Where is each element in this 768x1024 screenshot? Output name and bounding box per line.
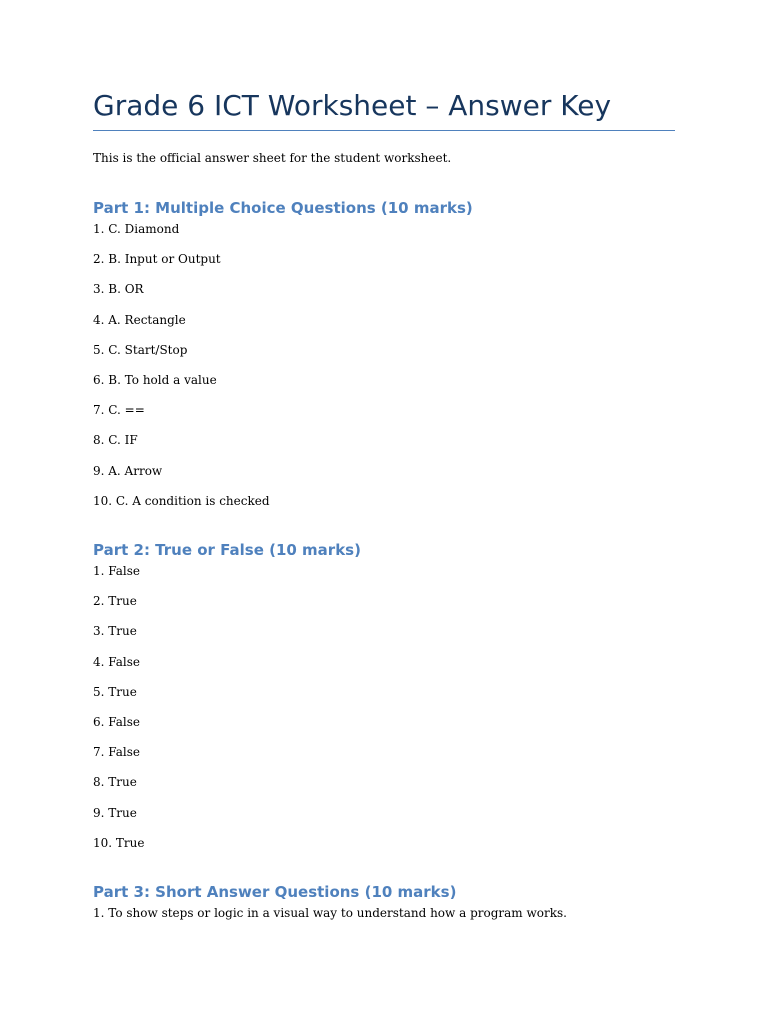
answer-item: 8. C. IF bbox=[93, 433, 138, 448]
answer-item: 1. C. Diamond bbox=[93, 222, 180, 236]
answer-item: 3. B. OR bbox=[93, 282, 144, 297]
page-title: Grade 6 ICT Worksheet – Answer Key bbox=[93, 89, 612, 122]
answer-list-part-2 bbox=[93, 563, 144, 865]
answer-item: 8. True bbox=[93, 775, 137, 790]
section-heading-part-2: Part 2: True or False (10 marks) bbox=[93, 541, 361, 559]
answer-item: 2. B. Input or Output bbox=[93, 252, 221, 267]
answer-item: 4. False bbox=[93, 654, 141, 669]
answer-item: 4. A. Rectangle bbox=[93, 312, 186, 327]
answer-item: 5. C. Start/Stop bbox=[93, 342, 188, 357]
answer-item: 9. A. Arrow bbox=[93, 463, 163, 478]
answer-item: 10. C. A condition is checked bbox=[93, 493, 270, 508]
section-heading-part-3: Part 3: Short Answer Questions (10 marks) bbox=[93, 883, 457, 901]
answer-list-part-1 bbox=[93, 221, 270, 523]
answer-item: 6. B. To hold a value bbox=[93, 372, 217, 387]
answer-item: 1. To show steps or logic in a visual way to understand how a program works. bbox=[93, 906, 567, 920]
answer-item: 7. False bbox=[93, 745, 141, 760]
answer-item: 3. True bbox=[93, 624, 137, 639]
answer-item: 1. False bbox=[93, 564, 141, 578]
intro-text: This is the official answer sheet for the student worksheet. bbox=[93, 151, 452, 165]
answer-item: 6. False bbox=[93, 714, 141, 729]
section-heading-part-1: Part 1: Multiple Choice Questions (10 marks) bbox=[93, 199, 473, 217]
title-divider bbox=[93, 130, 675, 131]
answer-list-part-3 bbox=[93, 905, 567, 935]
answer-item: 7. C. == bbox=[93, 403, 145, 418]
answer-item: 9. True bbox=[93, 805, 137, 820]
answer-item: 5. True bbox=[93, 684, 137, 699]
answer-item: 2. True bbox=[93, 594, 137, 609]
answer-item: 10. True bbox=[93, 835, 145, 850]
